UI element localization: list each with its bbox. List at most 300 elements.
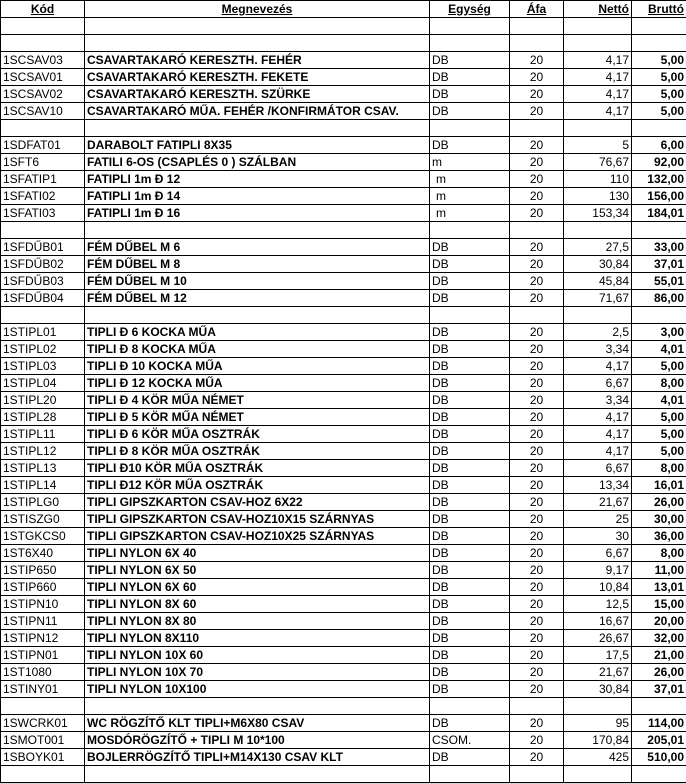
cell-kod: 1SFATI02 [1, 188, 85, 205]
table-row [1, 528, 686, 545]
cell-brutto [632, 698, 686, 715]
cell-megnevezes [85, 222, 430, 239]
cell-brutto: 5,00 [632, 426, 686, 443]
cell-megnevezes: FATILI 6-OS (CSAPLÉS 0 ) SZÁLBAN [85, 154, 430, 171]
cell-afa: 20 [510, 256, 564, 273]
table-row [1, 256, 686, 273]
spacer-row [1, 18, 686, 35]
cell-egyseg: DB [430, 290, 510, 307]
table-row [1, 681, 686, 698]
cell-egyseg [430, 18, 510, 35]
cell-netto: 5 [564, 137, 632, 154]
cell-megnevezes: TIPLI NYLON 10X 70 [85, 664, 430, 681]
cell-megnevezes: FATIPLI 1m Đ 14 [85, 188, 430, 205]
cell-netto: 95 [564, 715, 632, 732]
cell-netto: 21,67 [564, 664, 632, 681]
cell-brutto: 3,00 [632, 324, 686, 341]
cell-afa: 20 [510, 239, 564, 256]
cell-brutto: 4,01 [632, 341, 686, 358]
cell-netto: 4,17 [564, 409, 632, 426]
cell-netto: 10,84 [564, 579, 632, 596]
cell-egyseg: DB [430, 749, 510, 766]
cell-egyseg: DB [430, 392, 510, 409]
cell-megnevezes [85, 698, 430, 715]
cell-kod: 1SFATI03 [1, 205, 85, 222]
spacer-row [1, 766, 686, 783]
cell-netto: 27,5 [564, 239, 632, 256]
cell-afa: 20 [510, 477, 564, 494]
cell-brutto: 184,01 [632, 205, 686, 222]
cell-brutto [632, 222, 686, 239]
table-row [1, 460, 686, 477]
cell-megnevezes: TIPLI NYLON 8X 80 [85, 613, 430, 630]
cell-kod: 1STIPN10 [1, 596, 85, 613]
cell-afa: 20 [510, 154, 564, 171]
cell-afa: 20 [510, 205, 564, 222]
cell-megnevezes [85, 18, 430, 35]
table-row [1, 52, 686, 69]
spacer-row [1, 120, 686, 137]
cell-kod: 1SBOYK01 [1, 749, 85, 766]
cell-netto: 4,17 [564, 443, 632, 460]
cell-megnevezes: TIPLI GIPSZKARTON CSAV-HOZ10X15 SZÁRNYAS [85, 511, 430, 528]
cell-netto: 4,17 [564, 358, 632, 375]
table-row [1, 188, 686, 205]
table-row [1, 596, 686, 613]
cell-egyseg: DB [430, 86, 510, 103]
cell-megnevezes: TIPLI Đ 8 KOCKA MŰA [85, 341, 430, 358]
cell-netto: 30,84 [564, 681, 632, 698]
cell-kod [1, 18, 85, 35]
cell-netto: 170,84 [564, 732, 632, 749]
cell-kod: 1STIP660 [1, 579, 85, 596]
cell-megnevezes: TIPLI NYLON 6X 60 [85, 579, 430, 596]
cell-afa: 20 [510, 375, 564, 392]
cell-egyseg: DB [430, 477, 510, 494]
cell-afa: 20 [510, 630, 564, 647]
cell-brutto [632, 18, 686, 35]
cell-brutto: 26,00 [632, 664, 686, 681]
cell-kod: 1STIP650 [1, 562, 85, 579]
spacer-row [1, 35, 686, 52]
cell-afa: 20 [510, 52, 564, 69]
table-row [1, 732, 686, 749]
cell-brutto [632, 120, 686, 137]
cell-kod: 1SDFAT01 [1, 137, 85, 154]
cell-netto [564, 698, 632, 715]
cell-netto [564, 35, 632, 52]
cell-brutto: 21,00 [632, 647, 686, 664]
cell-egyseg: DB [430, 256, 510, 273]
cell-egyseg: CSOM. [430, 732, 510, 749]
cell-egyseg [430, 120, 510, 137]
table-row [1, 324, 686, 341]
cell-netto: 45,84 [564, 273, 632, 290]
cell-egyseg: DB [430, 715, 510, 732]
cell-egyseg: DB [430, 103, 510, 120]
cell-afa: 20 [510, 171, 564, 188]
cell-kod: 1STIPL20 [1, 392, 85, 409]
table-row [1, 239, 686, 256]
cell-kod: 1SWCRK01 [1, 715, 85, 732]
cell-brutto: 156,00 [632, 188, 686, 205]
cell-megnevezes [85, 120, 430, 137]
table-row [1, 171, 686, 188]
cell-brutto [632, 35, 686, 52]
cell-kod [1, 222, 85, 239]
cell-megnevezes: TIPLI Đ 12 KOCKA MŰA [85, 375, 430, 392]
cell-kod: 1STIPL28 [1, 409, 85, 426]
cell-egyseg: DB [430, 664, 510, 681]
cell-megnevezes [85, 766, 430, 783]
cell-kod: 1STINY01 [1, 681, 85, 698]
cell-egyseg: m [430, 171, 510, 188]
cell-brutto [632, 766, 686, 783]
cell-kod: 1STIPL11 [1, 426, 85, 443]
cell-kod: 1STIPL03 [1, 358, 85, 375]
cell-kod: 1SMOT001 [1, 732, 85, 749]
cell-afa [510, 18, 564, 35]
cell-netto: 71,67 [564, 290, 632, 307]
cell-brutto: 132,00 [632, 171, 686, 188]
cell-megnevezes: WC RÖGZÍTŐ KLT TIPLI+M6X80 CSAV [85, 715, 430, 732]
cell-brutto: 5,00 [632, 103, 686, 120]
cell-megnevezes: CSAVARTAKARÓ KERESZTH. FEKETE [85, 69, 430, 86]
cell-netto: 25 [564, 511, 632, 528]
cell-afa: 20 [510, 749, 564, 766]
cell-kod: 1SFDŰB04 [1, 290, 85, 307]
cell-egyseg: DB [430, 273, 510, 290]
table-row [1, 749, 686, 766]
table-row [1, 562, 686, 579]
cell-netto: 13,34 [564, 477, 632, 494]
spacer-row [1, 307, 686, 324]
cell-egyseg: DB [430, 647, 510, 664]
header-afa: Áfa [510, 1, 564, 18]
cell-kod: 1STIPL12 [1, 443, 85, 460]
cell-brutto: 26,00 [632, 494, 686, 511]
cell-brutto: 6,00 [632, 137, 686, 154]
cell-kod: 1SFATIP1 [1, 171, 85, 188]
cell-afa: 20 [510, 290, 564, 307]
cell-megnevezes: TIPLI Đ 6 KOCKA MŰA [85, 324, 430, 341]
cell-egyseg [430, 222, 510, 239]
cell-egyseg: DB [430, 596, 510, 613]
cell-afa: 20 [510, 358, 564, 375]
cell-kod: 1SFDŰB01 [1, 239, 85, 256]
header-kod: Kód [1, 1, 85, 18]
table-row [1, 647, 686, 664]
cell-brutto: 37,01 [632, 256, 686, 273]
table-row [1, 290, 686, 307]
table-row [1, 630, 686, 647]
cell-brutto: 205,01 [632, 732, 686, 749]
cell-egyseg: DB [430, 511, 510, 528]
cell-kod: 1STIPN11 [1, 613, 85, 630]
cell-brutto: 30,00 [632, 511, 686, 528]
cell-netto [564, 307, 632, 324]
cell-afa: 20 [510, 494, 564, 511]
cell-netto: 6,67 [564, 460, 632, 477]
cell-kod: 1ST6X40 [1, 545, 85, 562]
cell-kod: 1STIPLG0 [1, 494, 85, 511]
cell-afa: 20 [510, 103, 564, 120]
cell-afa: 20 [510, 86, 564, 103]
cell-afa: 20 [510, 545, 564, 562]
cell-megnevezes: TIPLI NYLON 10X100 [85, 681, 430, 698]
table-row [1, 579, 686, 596]
cell-kod: 1SFT6 [1, 154, 85, 171]
cell-kod: 1STISZG0 [1, 511, 85, 528]
cell-brutto: 37,01 [632, 681, 686, 698]
cell-megnevezes: FÉM DŰBEL M 12 [85, 290, 430, 307]
cell-egyseg: DB [430, 579, 510, 596]
cell-netto: 30,84 [564, 256, 632, 273]
cell-brutto: 33,00 [632, 239, 686, 256]
cell-megnevezes: FÉM DŰBEL M 10 [85, 273, 430, 290]
cell-egyseg [430, 307, 510, 324]
cell-netto: 2,5 [564, 324, 632, 341]
cell-afa: 20 [510, 460, 564, 477]
cell-megnevezes: FATIPLI 1m Đ 12 [85, 171, 430, 188]
cell-afa: 20 [510, 664, 564, 681]
cell-megnevezes: TIPLI Đ12 KÖR MŰA OSZTRÁK [85, 477, 430, 494]
cell-megnevezes: MOSDÓRÖGZÍTŐ + TIPLI M 10*100 [85, 732, 430, 749]
cell-afa: 20 [510, 273, 564, 290]
cell-megnevezes: TIPLI Đ 10 KOCKA MŰA [85, 358, 430, 375]
cell-brutto: 5,00 [632, 443, 686, 460]
cell-egyseg [430, 35, 510, 52]
cell-kod: 1ST1080 [1, 664, 85, 681]
cell-brutto: 510,00 [632, 749, 686, 766]
cell-brutto [632, 307, 686, 324]
cell-afa: 20 [510, 392, 564, 409]
cell-egyseg [430, 698, 510, 715]
cell-kod: 1STIPL02 [1, 341, 85, 358]
table-row [1, 545, 686, 562]
table-row [1, 392, 686, 409]
cell-egyseg: DB [430, 460, 510, 477]
table-row [1, 341, 686, 358]
table-row [1, 69, 686, 86]
cell-egyseg: DB [430, 426, 510, 443]
cell-kod [1, 35, 85, 52]
cell-afa: 20 [510, 613, 564, 630]
cell-netto: 3,34 [564, 341, 632, 358]
cell-egyseg: m [430, 154, 510, 171]
cell-netto: 3,34 [564, 392, 632, 409]
table-row [1, 273, 686, 290]
header-row [1, 1, 686, 18]
cell-brutto: 15,00 [632, 596, 686, 613]
cell-brutto: 8,00 [632, 460, 686, 477]
cell-megnevezes: TIPLI NYLON 10X 60 [85, 647, 430, 664]
cell-netto: 4,17 [564, 86, 632, 103]
cell-afa: 20 [510, 69, 564, 86]
cell-megnevezes: FÉM DŰBEL M 6 [85, 239, 430, 256]
cell-afa [510, 222, 564, 239]
cell-megnevezes: DARABOLT FATIPLI 8X35 [85, 137, 430, 154]
cell-afa: 20 [510, 715, 564, 732]
cell-kod: 1STIPL04 [1, 375, 85, 392]
cell-afa: 20 [510, 647, 564, 664]
cell-brutto: 5,00 [632, 86, 686, 103]
cell-afa: 20 [510, 137, 564, 154]
cell-afa: 20 [510, 409, 564, 426]
cell-afa: 20 [510, 562, 564, 579]
cell-egyseg: DB [430, 324, 510, 341]
cell-megnevezes: TIPLI Đ10 KÖR MŰA OSZTRÁK [85, 460, 430, 477]
cell-netto: 4,17 [564, 426, 632, 443]
table-row [1, 511, 686, 528]
cell-brutto: 20,00 [632, 613, 686, 630]
cell-netto: 130 [564, 188, 632, 205]
cell-megnevezes: TIPLI Đ 6 KÖR MŰA OSZTRÁK [85, 426, 430, 443]
cell-netto: 9,17 [564, 562, 632, 579]
cell-afa: 20 [510, 426, 564, 443]
cell-netto: 17,5 [564, 647, 632, 664]
cell-netto [564, 18, 632, 35]
cell-netto: 425 [564, 749, 632, 766]
cell-netto: 76,67 [564, 154, 632, 171]
cell-afa: 20 [510, 443, 564, 460]
cell-afa: 20 [510, 188, 564, 205]
header-megnevezes: Megnevezés [85, 1, 430, 18]
cell-brutto: 8,00 [632, 375, 686, 392]
cell-egyseg: DB [430, 52, 510, 69]
cell-kod: 1STIPN12 [1, 630, 85, 647]
cell-netto: 4,17 [564, 52, 632, 69]
cell-megnevezes: FATIPLI 1m Đ 16 [85, 205, 430, 222]
cell-egyseg: DB [430, 494, 510, 511]
cell-megnevezes [85, 307, 430, 324]
cell-brutto: 5,00 [632, 52, 686, 69]
cell-netto: 21,67 [564, 494, 632, 511]
table-row [1, 137, 686, 154]
cell-egyseg: DB [430, 409, 510, 426]
cell-egyseg: DB [430, 358, 510, 375]
cell-brutto: 16,01 [632, 477, 686, 494]
cell-kod: 1SCSAV02 [1, 86, 85, 103]
cell-afa: 20 [510, 596, 564, 613]
cell-megnevezes: TIPLI NYLON 8X 60 [85, 596, 430, 613]
cell-netto: 4,17 [564, 103, 632, 120]
cell-kod [1, 698, 85, 715]
cell-megnevezes: CSAVARTAKARÓ MŰA. FEHÉR /KONFIRMÁTOR CSAV. [85, 103, 430, 120]
cell-egyseg: DB [430, 528, 510, 545]
cell-afa: 20 [510, 681, 564, 698]
table-row [1, 494, 686, 511]
cell-brutto: 4,01 [632, 392, 686, 409]
spacer-row [1, 698, 686, 715]
cell-megnevezes: TIPLI Đ 4 KÖR MŰA NÉMET [85, 392, 430, 409]
cell-afa: 20 [510, 511, 564, 528]
header-egyseg: Egység [430, 1, 510, 18]
cell-brutto: 11,00 [632, 562, 686, 579]
cell-egyseg: DB [430, 375, 510, 392]
table-row [1, 443, 686, 460]
header-brutto: Bruttó [632, 1, 686, 18]
cell-kod: 1STIPN01 [1, 647, 85, 664]
cell-brutto: 55,01 [632, 273, 686, 290]
cell-brutto: 114,00 [632, 715, 686, 732]
cell-kod: 1SFDŰB02 [1, 256, 85, 273]
header-netto: Nettó [564, 1, 632, 18]
cell-megnevezes: TIPLI NYLON 6X 50 [85, 562, 430, 579]
cell-kod: 1SCSAV01 [1, 69, 85, 86]
cell-megnevezes [85, 35, 430, 52]
cell-netto: 4,17 [564, 69, 632, 86]
table-row [1, 715, 686, 732]
cell-egyseg: DB [430, 681, 510, 698]
cell-brutto: 5,00 [632, 409, 686, 426]
cell-kod: 1STIPL01 [1, 324, 85, 341]
cell-egyseg: DB [430, 613, 510, 630]
cell-megnevezes: CSAVARTAKARÓ KERESZTH. FEHÉR [85, 52, 430, 69]
cell-brutto: 5,00 [632, 69, 686, 86]
cell-netto [564, 222, 632, 239]
cell-megnevezes: TIPLI NYLON 6X 40 [85, 545, 430, 562]
cell-brutto: 8,00 [632, 545, 686, 562]
cell-brutto: 5,00 [632, 358, 686, 375]
cell-egyseg [430, 766, 510, 783]
table-row [1, 86, 686, 103]
cell-egyseg: DB [430, 341, 510, 358]
table-body [1, 18, 686, 783]
table-row [1, 154, 686, 171]
table-row [1, 409, 686, 426]
cell-kod [1, 120, 85, 137]
cell-kod: 1STIPL14 [1, 477, 85, 494]
cell-egyseg: m [430, 205, 510, 222]
cell-egyseg: DB [430, 545, 510, 562]
cell-brutto: 36,00 [632, 528, 686, 545]
cell-megnevezes: BOJLERRÖGZÍTŐ TIPLI+M14X130 CSAV KLT [85, 749, 430, 766]
cell-kod [1, 766, 85, 783]
cell-afa: 20 [510, 324, 564, 341]
cell-netto [564, 120, 632, 137]
cell-afa: 20 [510, 732, 564, 749]
cell-egyseg: DB [430, 239, 510, 256]
cell-netto: 6,67 [564, 375, 632, 392]
cell-afa [510, 307, 564, 324]
cell-netto: 110 [564, 171, 632, 188]
cell-kod: 1SCSAV03 [1, 52, 85, 69]
cell-egyseg: DB [430, 562, 510, 579]
cell-netto: 16,67 [564, 613, 632, 630]
cell-brutto: 92,00 [632, 154, 686, 171]
cell-egyseg: DB [430, 630, 510, 647]
cell-afa [510, 698, 564, 715]
cell-afa: 20 [510, 579, 564, 596]
cell-egyseg: DB [430, 69, 510, 86]
cell-megnevezes: TIPLI Đ 8 KÖR MŰA OSZTRÁK [85, 443, 430, 460]
spacer-row [1, 222, 686, 239]
table-row [1, 205, 686, 222]
cell-afa [510, 35, 564, 52]
cell-netto [564, 766, 632, 783]
cell-kod: 1SFDŰB03 [1, 273, 85, 290]
table-row [1, 358, 686, 375]
cell-megnevezes: CSAVARTAKARÓ KERESZTH. SZÜRKE [85, 86, 430, 103]
table-row [1, 103, 686, 120]
table-row [1, 375, 686, 392]
cell-afa [510, 120, 564, 137]
cell-netto: 6,67 [564, 545, 632, 562]
table-row [1, 426, 686, 443]
cell-megnevezes: FÉM DŰBEL M 8 [85, 256, 430, 273]
cell-brutto: 13,01 [632, 579, 686, 596]
